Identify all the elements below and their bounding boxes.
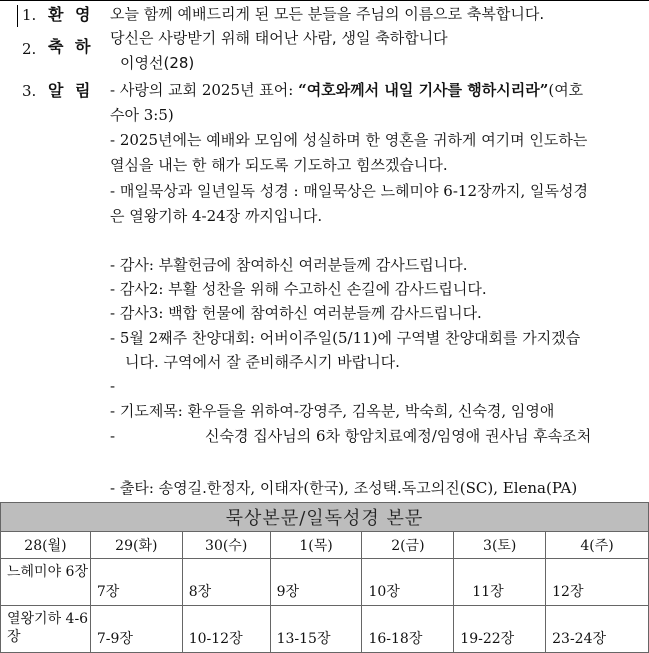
travel-line: - 출타: 송영길.한정자, 이태자(한국), 조성택.독고의진(SC), Elena(PA) bbox=[110, 479, 578, 497]
item-heading-celebrate: 축 하 bbox=[48, 37, 94, 56]
prayer-line-2: 신숙경 집사님의 6차 항암치료예정/임영애 권사님 후속조처 bbox=[205, 427, 592, 445]
thanks-line-1: - 감사: 부활헌금에 참여하신 여러분들께 감사드립니다. bbox=[110, 256, 468, 274]
day-header: 1(목) bbox=[270, 532, 362, 559]
motto-line-2: 수아 3:5) bbox=[110, 106, 174, 124]
reading-line-2: 은 열왕기하 4-24장 까지입니다. bbox=[110, 207, 323, 225]
day-header: 2(금) bbox=[362, 532, 454, 559]
choir-line-1: - 5월 2째주 찬양대회: 어버이주일(5/11)에 구역별 찬양대회를 가지겠습 bbox=[110, 329, 581, 347]
day-header: 29(화) bbox=[90, 532, 182, 559]
thanks-line-3: - 감사3: 백합 헌물에 참여하신 여러분들께 감사드립니다. bbox=[110, 304, 482, 322]
table-cell: 8장 bbox=[182, 559, 270, 606]
item-number: 2. bbox=[22, 40, 37, 58]
table-cell: 7-9장 bbox=[90, 606, 182, 653]
day-header: 4(주) bbox=[546, 532, 649, 559]
table-title: 묵상본문/일독성경 본문 bbox=[1, 503, 649, 532]
table-cell: 열왕기하 4-6장 bbox=[1, 606, 91, 653]
table-cell: 16-18장 bbox=[362, 606, 454, 653]
table-cell: 11장 bbox=[454, 559, 546, 606]
table-cell: 9장 bbox=[270, 559, 362, 606]
top-rule bbox=[0, 0, 649, 1]
choir-line-2: 니다. 구역에서 잘 준비해주시기 바랍니다. bbox=[125, 353, 400, 371]
table-row bbox=[1, 606, 649, 653]
table-cell: 7장 bbox=[90, 559, 182, 606]
motto-suffix: (여호 bbox=[548, 81, 584, 99]
table-row bbox=[1, 559, 649, 606]
table-cell: 10-12장 bbox=[182, 606, 270, 653]
day-header: 30(수) bbox=[182, 532, 270, 559]
birthday-text: 당신은 사랑받기 위해 태어난 사람, 생일 축하합니다 bbox=[110, 29, 448, 47]
prayer-line-1: - 기도제목: 환우들을 위하여-강영주, 김옥분, 박숙희, 신숙경, 임영애 bbox=[110, 402, 555, 420]
table-cell: 10장 bbox=[362, 559, 454, 606]
table-cell: 23-24장 bbox=[546, 606, 649, 653]
birthday-name: 이영선(28) bbox=[120, 54, 195, 72]
goal-line-1: - 2025년에는 예배와 모임에 성실하며 한 영혼을 귀하게 여기며 인도하는 bbox=[110, 131, 588, 149]
table-cell: 12장 bbox=[546, 559, 649, 606]
item-number: 1. bbox=[22, 6, 37, 24]
table-cell: 19-22장 bbox=[454, 606, 546, 653]
day-header: 3(토) bbox=[454, 532, 546, 559]
welcome-text: 오늘 함께 예배드리게 된 모든 분들을 주님의 이름으로 축복합니다. bbox=[110, 5, 545, 23]
thanks-line-2: - 감사2: 부활 성찬을 위해 수고하신 손길에 감사드립니다. bbox=[110, 280, 487, 298]
day-header: 28(월) bbox=[1, 532, 91, 559]
item-number: 3. bbox=[22, 82, 37, 100]
table-cell: 13-15장 bbox=[270, 606, 362, 653]
prayer-dash: - bbox=[110, 427, 116, 445]
reading-line-1: - 매일묵상과 일년일독 성경 : 매일묵상은 느헤미야 6-12장까지, 일독성경 bbox=[110, 182, 588, 200]
blank-dash: - bbox=[110, 377, 116, 395]
table-cell: 느헤미야 6장 bbox=[1, 559, 91, 606]
motto-line bbox=[110, 78, 583, 103]
item-heading-welcome: 환 영 bbox=[48, 5, 94, 24]
goal-line-2: 열심을 내는 한 해가 되도록 기도하고 힘쓰겠습니다. bbox=[110, 156, 448, 174]
item-heading-announcements: 알 림 bbox=[48, 81, 94, 100]
reading-table bbox=[0, 502, 649, 653]
left-margin-bar bbox=[17, 5, 18, 27]
motto-prefix: - 사랑의 교회 2025년 표어: bbox=[110, 81, 299, 99]
motto-bold: “여호와께서 내일 기사를 행하시리라” bbox=[298, 81, 549, 99]
